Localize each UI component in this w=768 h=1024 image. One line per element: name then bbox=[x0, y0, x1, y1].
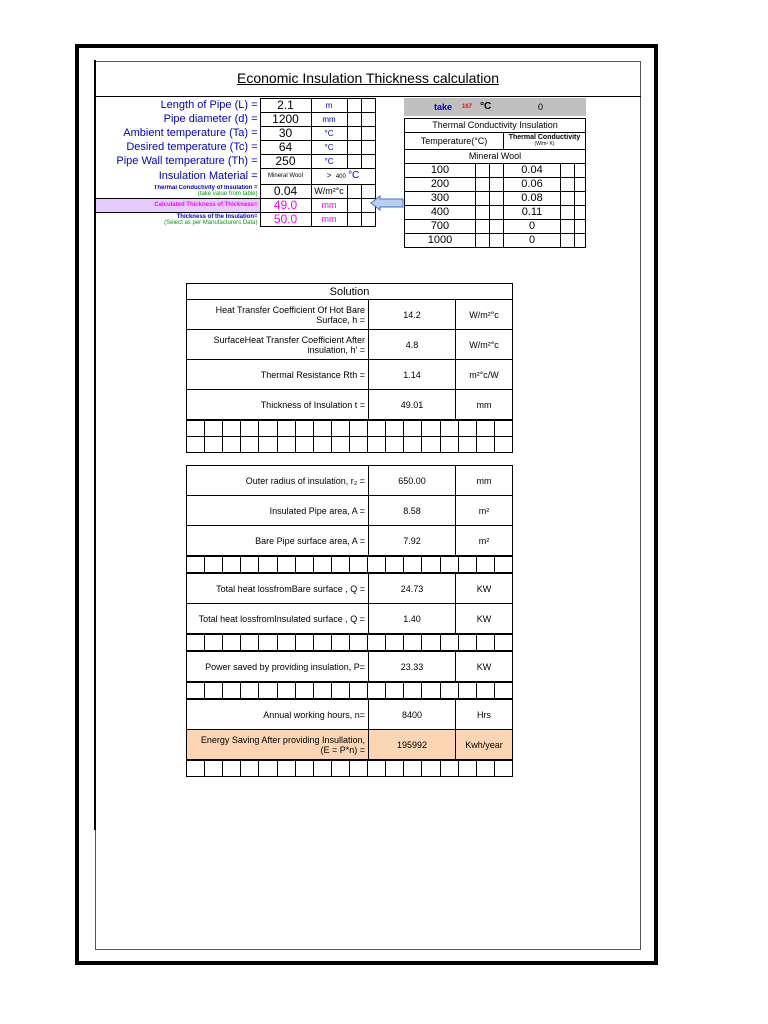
calc-row bbox=[96, 199, 376, 213]
conductivity-material: Mineral Wool bbox=[405, 150, 586, 164]
take-value: 0 bbox=[538, 102, 544, 112]
take-unit: °C bbox=[480, 101, 492, 112]
row-desc: Thickness of Insulation t = bbox=[187, 390, 369, 420]
blank-cell bbox=[490, 206, 504, 220]
input-label: Ambient temperature (Ta) = bbox=[96, 127, 261, 141]
thickness-value[interactable]: 50.0 bbox=[260, 213, 311, 227]
table-row bbox=[187, 526, 513, 556]
blank-cell bbox=[490, 192, 504, 206]
row-desc: Total heat lossfromBare surface , Q = bbox=[187, 574, 369, 604]
row-unit: KW bbox=[456, 574, 513, 604]
input-row bbox=[96, 127, 376, 141]
blank-cell bbox=[347, 155, 361, 169]
blank-cell bbox=[347, 113, 361, 127]
thickness-row bbox=[96, 213, 376, 227]
results-table bbox=[186, 465, 513, 556]
blank-cell bbox=[476, 220, 490, 234]
blank-cell bbox=[561, 192, 575, 206]
table-row bbox=[187, 604, 513, 634]
blank-cell bbox=[575, 220, 586, 234]
row-value: 24.73 bbox=[369, 574, 456, 604]
table-row bbox=[187, 330, 513, 360]
blank-cell bbox=[561, 206, 575, 220]
conductivity-table bbox=[404, 118, 586, 248]
conductivity-label bbox=[96, 185, 261, 199]
input-unit: °C bbox=[311, 141, 347, 155]
row-desc: Outer radius of insulation, r₂ = bbox=[187, 466, 369, 496]
cell-k: 0.11 bbox=[504, 206, 561, 220]
row-unit: mm bbox=[456, 390, 513, 420]
results-table bbox=[186, 651, 513, 682]
row-value: 8.58 bbox=[369, 496, 456, 526]
calc-label: Calculated Thickness of Thickness= bbox=[96, 199, 261, 213]
input-value[interactable]: 2.1 bbox=[260, 99, 311, 113]
thickness-label bbox=[96, 213, 261, 227]
row-desc: Bare Pipe surface area, A = bbox=[187, 526, 369, 556]
thickness-unit: mm bbox=[311, 213, 347, 227]
row-value: 14.2 bbox=[369, 300, 456, 330]
take-bar bbox=[404, 98, 586, 116]
col-conductivity bbox=[504, 133, 586, 150]
cell-k: 0 bbox=[504, 234, 561, 248]
material-value[interactable]: Mineral Wool bbox=[260, 169, 311, 185]
material-compare: > bbox=[326, 171, 332, 180]
input-table bbox=[95, 98, 376, 227]
blank-row bbox=[187, 557, 513, 573]
table-row bbox=[405, 206, 586, 220]
blank-cell bbox=[476, 164, 490, 178]
input-label: Pipe Wall temperature (Th) = bbox=[96, 155, 261, 169]
cell-temp: 1000 bbox=[405, 234, 476, 248]
blank-cell bbox=[575, 178, 586, 192]
material-limit bbox=[311, 169, 375, 185]
input-label: Length of Pipe (L) = bbox=[96, 99, 261, 113]
input-row bbox=[96, 141, 376, 155]
cell-temp: 700 bbox=[405, 220, 476, 234]
input-unit: mm bbox=[311, 113, 347, 127]
input-label: Desired temperature (Tc) = bbox=[96, 141, 261, 155]
blank-cell bbox=[575, 164, 586, 178]
blank-row bbox=[187, 683, 513, 699]
material-limit-value: 400 bbox=[335, 174, 346, 180]
cell-k: 0.06 bbox=[504, 178, 561, 192]
row-value: 8400 bbox=[369, 700, 456, 730]
row-unit: W/m²°c bbox=[456, 300, 513, 330]
col-temperature: Temperature(°C) bbox=[405, 133, 504, 150]
solution-table bbox=[186, 283, 513, 420]
blank-row bbox=[187, 635, 513, 651]
thickness-label-text: Thickness of the Insulation= bbox=[176, 213, 258, 220]
results-section bbox=[186, 465, 513, 777]
col-conductivity-unit: (W/m² K) bbox=[534, 141, 555, 147]
blank-cell bbox=[561, 220, 575, 234]
table-row bbox=[187, 574, 513, 604]
cell-k: 0.04 bbox=[504, 164, 561, 178]
row-desc: Energy Saving After providing Insullation, (E = P*n) = bbox=[187, 730, 369, 760]
input-value[interactable]: 1200 bbox=[260, 113, 311, 127]
blank-cell bbox=[361, 213, 375, 227]
row-desc: Total heat lossfromInsulated surface , Q = bbox=[187, 604, 369, 634]
blank-grid bbox=[186, 682, 513, 699]
table-row bbox=[187, 300, 513, 330]
blank-cell bbox=[476, 178, 490, 192]
conductivity-unit: W/m²°c bbox=[311, 185, 347, 199]
blank-cell bbox=[476, 206, 490, 220]
conductivity-label-text: Thermal Conductivity of Insulation = bbox=[153, 185, 258, 192]
blank-cell bbox=[361, 155, 375, 169]
table-row bbox=[405, 164, 586, 178]
blank-cell bbox=[347, 127, 361, 141]
row-unit: m² bbox=[456, 496, 513, 526]
table-row bbox=[187, 466, 513, 496]
blank-cell bbox=[561, 178, 575, 192]
blank-cell bbox=[361, 99, 375, 113]
input-value[interactable]: 250 bbox=[260, 155, 311, 169]
input-row bbox=[96, 113, 376, 127]
row-value: 7.92 bbox=[369, 526, 456, 556]
row-desc: Insulated Pipe area, A = bbox=[187, 496, 369, 526]
row-value: 4.8 bbox=[369, 330, 456, 360]
row-desc: SurfaceHeat Transfer Coefficient After insulation, h' = bbox=[187, 330, 369, 360]
material-label: Insulation Material = bbox=[96, 169, 261, 185]
row-unit: Hrs bbox=[456, 700, 513, 730]
cell-k: 0 bbox=[504, 220, 561, 234]
thickness-note: (Select as per Manufacturers Data) bbox=[164, 219, 258, 226]
table-row bbox=[405, 220, 586, 234]
row-unit: m² bbox=[456, 526, 513, 556]
input-row bbox=[96, 99, 376, 113]
row-unit: W/m²°c bbox=[456, 330, 513, 360]
row-unit: KW bbox=[456, 652, 513, 682]
results-table bbox=[186, 699, 513, 760]
solution-title: Solution bbox=[187, 284, 513, 300]
row-value: 23.33 bbox=[369, 652, 456, 682]
blank-row bbox=[187, 437, 513, 453]
blank-cell bbox=[575, 192, 586, 206]
blank-cell bbox=[361, 141, 375, 155]
blank-cell bbox=[490, 164, 504, 178]
blank-cell bbox=[347, 185, 361, 199]
input-unit: °C bbox=[311, 155, 347, 169]
row-desc: Annual working hours, n= bbox=[187, 700, 369, 730]
input-unit: °C bbox=[311, 127, 347, 141]
row-value: 650.00 bbox=[369, 466, 456, 496]
blank-cell bbox=[561, 234, 575, 248]
row-unit: m²°c/W bbox=[456, 360, 513, 390]
input-value[interactable]: 64 bbox=[260, 141, 311, 155]
cell-temp: 100 bbox=[405, 164, 476, 178]
blank-cell bbox=[476, 234, 490, 248]
take-label: take bbox=[434, 102, 453, 112]
table-row bbox=[187, 390, 513, 420]
blank-cell bbox=[575, 234, 586, 248]
input-label: Pipe diameter (d) = bbox=[96, 113, 261, 127]
row-unit: mm bbox=[456, 466, 513, 496]
conductivity-table-title: Thermal Conductivity Insulation bbox=[405, 119, 586, 133]
page-title-bar bbox=[95, 61, 641, 97]
input-value[interactable]: 30 bbox=[260, 127, 311, 141]
blank-grid bbox=[186, 760, 513, 777]
calc-value: 49.0 bbox=[260, 199, 311, 213]
blank-cell bbox=[347, 213, 361, 227]
row-value: 195992 bbox=[369, 730, 456, 760]
conductivity-value[interactable]: 0.04 bbox=[260, 185, 311, 199]
row-unit: KW bbox=[456, 604, 513, 634]
take-temp: 167 bbox=[462, 104, 473, 110]
col-conductivity-text: Thermal Conductivity bbox=[508, 134, 581, 141]
input-row bbox=[96, 155, 376, 169]
blank-cell bbox=[347, 141, 361, 155]
blank-cell bbox=[361, 127, 375, 141]
material-limit-unit: °C bbox=[348, 170, 360, 181]
blank-cell bbox=[575, 206, 586, 220]
row-value: 1.40 bbox=[369, 604, 456, 634]
cell-temp: 200 bbox=[405, 178, 476, 192]
blank-cell bbox=[347, 199, 361, 213]
cell-temp: 400 bbox=[405, 206, 476, 220]
row-unit: Kwh/year bbox=[456, 730, 513, 760]
blank-row bbox=[187, 761, 513, 777]
blank-cell bbox=[561, 164, 575, 178]
conductivity-note: (take value from table) bbox=[197, 191, 258, 198]
energy-saving-row bbox=[187, 730, 513, 760]
table-row bbox=[187, 700, 513, 730]
cell-temp: 300 bbox=[405, 192, 476, 206]
row-desc: Heat Transfer Coefficient Of Hot Bare Surface, h = bbox=[187, 300, 369, 330]
blank-grid bbox=[186, 420, 513, 453]
blank-cell bbox=[361, 113, 375, 127]
table-row bbox=[405, 178, 586, 192]
table-row bbox=[405, 192, 586, 206]
solution-section bbox=[186, 283, 513, 453]
blank-cell bbox=[347, 99, 361, 113]
row-desc: Power saved by providing insulation, P= bbox=[187, 652, 369, 682]
blank-cell bbox=[490, 220, 504, 234]
table-row bbox=[187, 652, 513, 682]
blank-grid bbox=[186, 556, 513, 573]
conductivity-row bbox=[96, 185, 376, 199]
blank-cell bbox=[476, 192, 490, 206]
row-desc: Thermal Resistance Rth = bbox=[187, 360, 369, 390]
material-row bbox=[96, 169, 376, 185]
results-table bbox=[186, 573, 513, 634]
table-row bbox=[405, 234, 586, 248]
blank-row bbox=[187, 421, 513, 437]
row-value: 1.14 bbox=[369, 360, 456, 390]
blank-cell bbox=[490, 178, 504, 192]
table-row bbox=[187, 496, 513, 526]
row-value: 49.01 bbox=[369, 390, 456, 420]
cell-k: 0.08 bbox=[504, 192, 561, 206]
table-row bbox=[187, 360, 513, 390]
blank-grid bbox=[186, 634, 513, 651]
calc-unit: mm bbox=[311, 199, 347, 213]
input-unit: m bbox=[311, 99, 347, 113]
blank-cell bbox=[490, 234, 504, 248]
arrow-left-icon bbox=[370, 195, 404, 211]
page-title: Economic Insulation Thickness calculation bbox=[237, 70, 499, 86]
